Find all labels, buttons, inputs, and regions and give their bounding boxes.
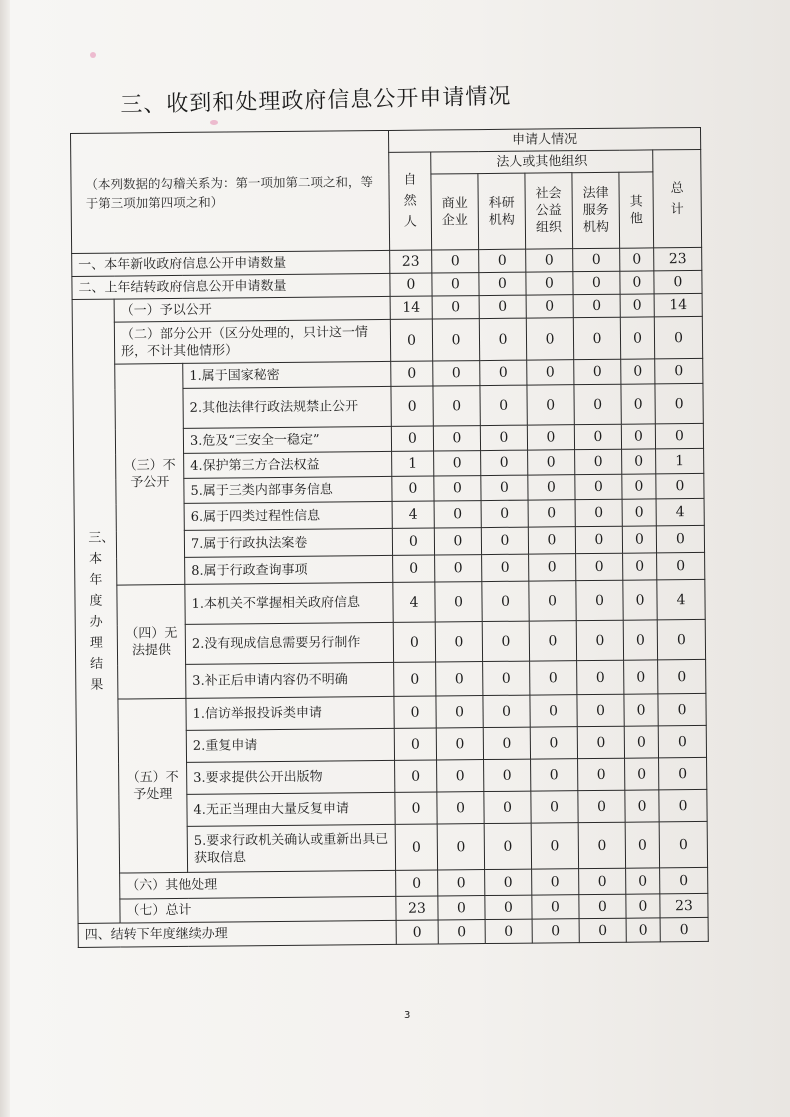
value-cell: 0 [480, 425, 527, 450]
value-cell: 0 [658, 725, 706, 757]
value-cell: 0 [434, 501, 481, 528]
header-commercial-text: 商业企业 [441, 195, 468, 228]
value-cell: 0 [529, 554, 576, 581]
value-cell: 0 [480, 360, 527, 385]
value-cell: 0 [528, 475, 575, 500]
value-cell: 0 [626, 868, 660, 894]
value-cell: 0 [578, 790, 625, 822]
value-cell: 0 [621, 424, 655, 449]
value-cell: 0 [577, 726, 624, 758]
row-label: 4.无正当理由大量反复申请 [187, 792, 395, 826]
value-cell: 0 [433, 386, 480, 426]
value-cell: 0 [526, 318, 573, 360]
row-label: 6.属于四类过程性信息 [184, 501, 392, 530]
value-cell: 0 [579, 894, 626, 918]
value-cell: 0 [573, 317, 620, 359]
row-label: 2.重复申请 [186, 728, 394, 762]
value-cell: 0 [579, 868, 626, 894]
value-cell: 0 [654, 316, 702, 358]
value-cell: 0 [528, 450, 575, 475]
value-cell: 0 [531, 759, 578, 791]
value-cell: 0 [434, 528, 481, 555]
page-spine-shadow [0, 0, 10, 1117]
header-natural-person [389, 152, 432, 250]
value-cell: 0 [577, 660, 624, 694]
page-number: 3 [404, 1010, 411, 1021]
value-cell: 0 [396, 920, 438, 944]
header-legal-service [572, 172, 620, 248]
statistics-table [70, 127, 709, 948]
value-cell: 0 [482, 581, 529, 621]
value-cell: 0 [395, 824, 437, 870]
value-cell: 0 [526, 295, 573, 318]
value-cell: 0 [622, 474, 656, 499]
header-total-text: 总计 [670, 180, 684, 217]
value-cell: 0 [626, 894, 660, 918]
row-label: 2.其他法律行政法规禁止公开 [183, 386, 391, 428]
row-label: 3.要求提供公开出版物 [187, 760, 395, 794]
value-cell: 0 [532, 919, 579, 943]
value-cell: 0 [528, 500, 575, 527]
value-cell: 0 [527, 425, 574, 450]
value-cell: 0 [655, 358, 703, 383]
value-cell: 0 [575, 526, 622, 553]
value-cell: 0 [529, 621, 576, 661]
header-research [478, 173, 526, 249]
row-label: 3.危及“三安全一稳定” [183, 426, 391, 453]
header-social-welfare-text: 社会公益组织 [535, 186, 563, 236]
value-cell: 0 [573, 294, 620, 317]
value-cell: 0 [575, 499, 622, 526]
value-cell: 0 [437, 792, 484, 824]
header-legal-service-text: 法律服务机构 [582, 185, 610, 236]
value-cell: 23 [654, 247, 702, 270]
value-cell: 0 [579, 918, 626, 942]
value-cell: 0 [532, 895, 579, 919]
row-label: 1.本机关不掌握相关政府信息 [185, 582, 393, 624]
value-cell: 0 [432, 250, 479, 273]
value-cell: 0 [391, 361, 433, 386]
value-cell: 0 [625, 790, 659, 822]
value-cell: 0 [393, 555, 435, 582]
value-cell: 0 [479, 249, 526, 272]
value-cell: 0 [394, 696, 436, 728]
row-label: 5.属于三类内部事务信息 [184, 476, 392, 503]
value-cell: 4 [657, 579, 705, 619]
value-cell: 0 [394, 728, 436, 760]
value-cell: 0 [438, 920, 485, 944]
value-cell: 0 [574, 359, 621, 384]
value-cell: 0 [481, 450, 528, 475]
value-cell: 0 [575, 449, 622, 474]
value-cell: 0 [573, 248, 620, 271]
row-label: 1.属于国家秘密 [183, 361, 391, 388]
value-cell: 0 [479, 295, 526, 318]
header-applicant-situation: 申请人情况 [389, 127, 701, 152]
value-cell: 0 [573, 271, 620, 294]
value-cell: 0 [622, 526, 656, 553]
value-cell: 0 [435, 582, 482, 622]
value-cell: 0 [438, 896, 485, 920]
value-cell: 0 [656, 525, 704, 552]
value-cell: 0 [479, 272, 526, 295]
value-cell: 0 [395, 760, 437, 792]
value-cell: 0 [575, 474, 622, 499]
value-cell: 0 [436, 662, 483, 696]
value-cell: 0 [655, 383, 703, 423]
value-cell: 0 [659, 821, 707, 867]
value-cell: 0 [479, 318, 526, 360]
value-cell: 0 [625, 758, 659, 790]
value-cell: 0 [480, 385, 527, 425]
group-label: （五）不予处理 [126, 769, 179, 802]
value-cell: 0 [622, 449, 656, 474]
value-cell: 0 [622, 499, 656, 526]
value-cell: 0 [574, 384, 621, 424]
group-label: （三）不予公开 [123, 458, 176, 491]
value-cell: 0 [434, 476, 481, 501]
header-legal-or-other: 法人或其他组织 [431, 150, 653, 174]
header-natural-person-text: 自然人 [403, 172, 417, 230]
value-cell: 0 [435, 555, 482, 582]
section-heading: 三、收到和处理政府信息公开申请情况 [120, 84, 512, 118]
value-cell: 0 [436, 696, 483, 728]
row-label: （六）其他处理 [120, 870, 396, 899]
value-cell: 0 [484, 823, 531, 869]
value-cell: 0 [528, 527, 575, 554]
value-cell: 0 [437, 824, 484, 870]
row-label: 1.信访举报投诉类申请 [186, 696, 394, 730]
value-cell: 0 [394, 662, 436, 696]
value-cell: 0 [433, 426, 480, 451]
value-cell: 0 [527, 360, 574, 385]
value-cell: 0 [527, 385, 574, 425]
value-cell: 0 [576, 553, 623, 580]
value-cell: 0 [624, 726, 658, 758]
value-cell: 0 [577, 694, 624, 726]
value-cell: 0 [576, 620, 623, 660]
value-cell: 0 [484, 759, 531, 791]
value-cell: 0 [393, 622, 435, 662]
value-cell: 0 [433, 361, 480, 386]
table-row [78, 917, 708, 947]
value-cell: 0 [660, 867, 708, 893]
value-cell: 0 [485, 895, 532, 919]
value-cell: 0 [574, 424, 621, 449]
row-label: 8.属于行政查询事项 [185, 555, 393, 584]
value-cell: 0 [481, 500, 528, 527]
value-cell: 0 [391, 426, 433, 451]
value-cell: 0 [655, 423, 703, 448]
value-cell: 0 [529, 581, 576, 621]
row-label: 5.要求行政机关确认或重新出具已获取信息 [187, 824, 395, 872]
value-cell: 0 [659, 757, 707, 789]
value-cell: 0 [624, 694, 658, 726]
row-label: 7.属于行政执法案卷 [184, 528, 392, 557]
value-cell: 23 [660, 893, 708, 917]
value-cell: 0 [624, 660, 658, 694]
value-cell: 0 [530, 727, 577, 759]
value-cell: 0 [623, 620, 657, 660]
value-cell: 0 [438, 870, 485, 896]
value-cell: 0 [578, 758, 625, 790]
table-row [72, 316, 702, 364]
table-note-cell [71, 130, 390, 253]
row-label: 二、上年结转政府信息公开申请数量 [72, 273, 390, 299]
value-cell: 0 [657, 619, 705, 659]
value-cell: 0 [437, 760, 484, 792]
ink-stain [90, 52, 96, 58]
value-cell: 0 [432, 296, 479, 319]
value-cell: 4 [392, 501, 434, 528]
value-cell: 0 [620, 248, 654, 271]
statistics-table-wrapper [70, 127, 709, 948]
value-cell: 0 [395, 792, 437, 824]
value-cell: 0 [484, 791, 531, 823]
group-no-process [118, 698, 188, 873]
value-cell: 0 [392, 528, 434, 555]
ink-stain [210, 120, 218, 125]
value-cell: 0 [625, 822, 659, 868]
value-cell: 0 [658, 659, 706, 693]
value-cell: 0 [432, 273, 479, 296]
value-cell: 0 [436, 728, 483, 760]
value-cell: 0 [396, 870, 438, 896]
group-label: （四）无法提供 [125, 625, 178, 658]
value-cell: 23 [390, 250, 432, 273]
value-cell: 0 [531, 791, 578, 823]
header-other [619, 172, 654, 248]
row-label: （七）总计 [120, 896, 396, 923]
value-cell: 0 [530, 661, 577, 695]
value-cell: 0 [626, 918, 660, 942]
value-cell: 0 [392, 476, 434, 501]
row-label: （二）部分公开（区分处理的，只计这一情形，不计其他情形） [114, 319, 390, 364]
value-cell: 0 [526, 249, 573, 272]
value-cell: 0 [432, 319, 479, 361]
value-cell: 0 [623, 580, 657, 620]
value-cell: 1 [392, 451, 434, 476]
header-total [653, 149, 702, 247]
value-cell: 0 [483, 661, 530, 695]
value-cell: 0 [390, 273, 432, 296]
value-cell: 0 [620, 294, 654, 317]
value-cell: 0 [658, 693, 706, 725]
row-label: 2.没有现成信息需要另行制作 [185, 622, 393, 664]
value-cell: 0 [481, 475, 528, 500]
value-cell: 0 [623, 553, 657, 580]
value-cell: 0 [435, 622, 482, 662]
section-three-label [72, 299, 120, 923]
group-unable [117, 584, 186, 699]
table-row [75, 579, 705, 625]
value-cell: 0 [660, 917, 708, 941]
value-cell: 0 [483, 727, 530, 759]
value-cell: 14 [654, 293, 702, 316]
row-label: 3.补正后申请内容仍不明确 [186, 662, 394, 698]
value-cell: 0 [654, 270, 702, 293]
value-cell: 0 [530, 695, 577, 727]
group-refuse [115, 363, 185, 585]
value-cell: 0 [532, 869, 579, 895]
value-cell: 0 [578, 822, 625, 868]
value-cell: 14 [390, 296, 432, 319]
header-commercial [431, 174, 479, 250]
value-cell: 0 [531, 823, 578, 869]
section-three-label-text: 三、本年度办理结果 [88, 530, 115, 693]
value-cell: 0 [485, 919, 532, 943]
value-cell: 0 [576, 580, 623, 620]
header-social-welfare [525, 173, 573, 249]
value-cell: 1 [656, 448, 704, 473]
header-research-text: 科研机构 [488, 195, 515, 228]
value-cell: 0 [482, 554, 529, 581]
value-cell: 4 [393, 582, 435, 622]
value-cell: 0 [482, 621, 529, 661]
value-cell: 0 [526, 272, 573, 295]
value-cell: 4 [656, 498, 704, 525]
value-cell: 0 [434, 451, 481, 476]
row-label: 4.保护第三方合法权益 [184, 451, 392, 478]
value-cell: 0 [656, 473, 704, 498]
value-cell: 0 [657, 552, 705, 579]
value-cell: 0 [620, 271, 654, 294]
value-cell: 0 [659, 789, 707, 821]
row-label: 一、本年新收政府信息公开申请数量 [72, 250, 390, 276]
value-cell: 0 [621, 359, 655, 384]
row-label: （一）予以公开 [114, 296, 390, 322]
value-cell: 0 [620, 317, 654, 359]
value-cell: 0 [485, 869, 532, 895]
value-cell: 0 [621, 384, 655, 424]
value-cell: 0 [481, 527, 528, 554]
header-other-text: 其他 [629, 194, 643, 227]
value-cell: 0 [390, 319, 432, 361]
table-note: （本列数据的勾稽关系为：第一项加第二项之和，等于第三项加第四项之和） [85, 173, 374, 211]
value-cell: 23 [396, 896, 438, 920]
row-label: 四、结转下年度继续办理 [78, 920, 396, 947]
value-cell: 0 [483, 695, 530, 727]
value-cell: 0 [391, 386, 433, 426]
